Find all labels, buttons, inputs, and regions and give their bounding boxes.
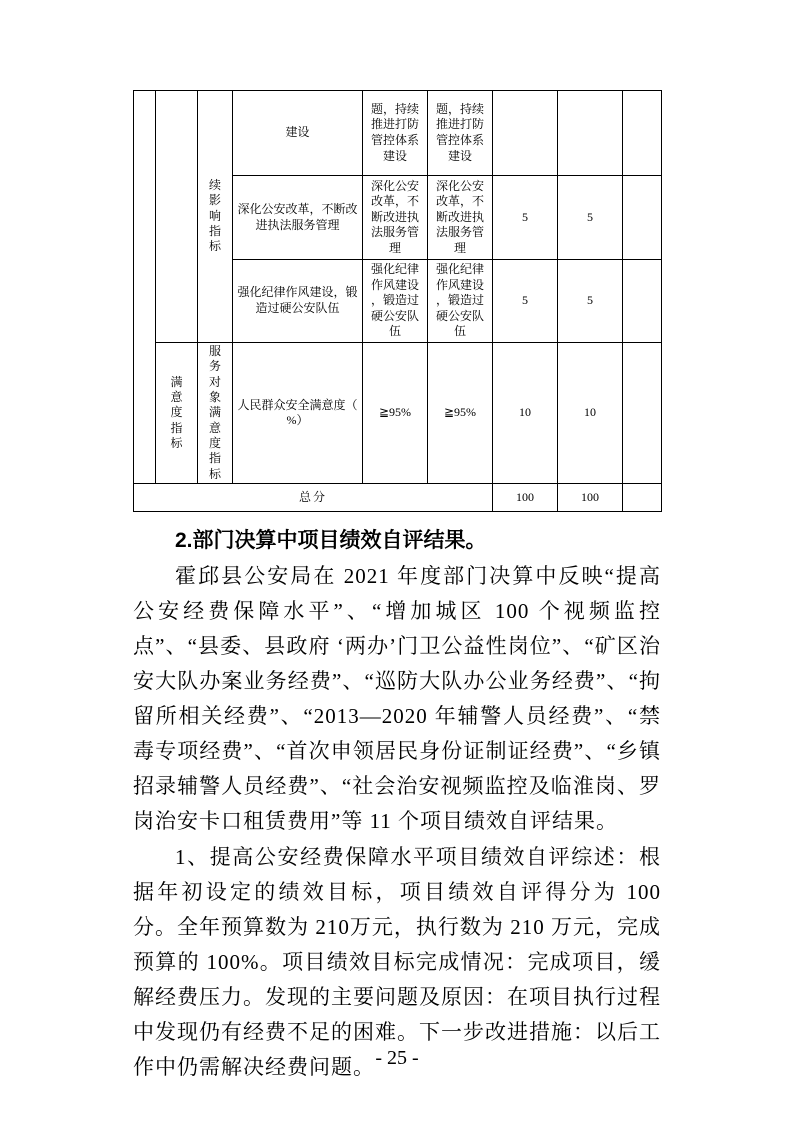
cell-actual: 深化公安改革，不断改进执法服务管理 bbox=[428, 176, 493, 260]
cell-actual: ≧95% bbox=[428, 342, 493, 483]
cell-indicator: 强化纪律作风建设，锻造过硬公安队伍 bbox=[233, 260, 363, 343]
cell-remark bbox=[623, 342, 662, 483]
cell-indicator: 深化公安改革，不断改进执法服务管理 bbox=[233, 176, 363, 260]
paragraph-project-1-summary: 1、提高公安经费保障水平项目绩效自评综述：根据年初设定的绩效目标，项目绩效自评得分为 100 分。全年预算数为 210万元，执行数为 210 万元，完成预算的 100%。项目绩效目标完成情况：完成项目，缓解经费压力。发现的主要问题及原因：在项目执行过程中发现仍有经费不足的困难。下一步改进措施：以后工作中仍需解决经费问题。 bbox=[133, 845, 661, 1080]
cell-remark bbox=[623, 260, 662, 343]
cell-actual: 题，持续推进打防管控体系建设 bbox=[428, 91, 493, 176]
cell-score2: 10 bbox=[558, 342, 623, 483]
cell-score2 bbox=[558, 91, 623, 176]
cell-score bbox=[493, 91, 558, 176]
section-heading: 2.部门决算中项目绩效自评结果。 bbox=[175, 529, 487, 553]
table-row bbox=[134, 342, 662, 483]
cell-group-left bbox=[134, 91, 156, 484]
cell-score: 5 bbox=[493, 260, 558, 343]
table-row-total bbox=[134, 484, 662, 512]
cell-score2: 5 bbox=[558, 260, 623, 343]
cell-score: 10 bbox=[493, 342, 558, 483]
cell-score2: 5 bbox=[558, 176, 623, 260]
cell-category-level2 bbox=[198, 342, 233, 483]
cell-actual: 强化纪律作风建设，锻造过硬公安队伍 bbox=[428, 260, 493, 343]
cell-indicator: 建设 bbox=[233, 91, 363, 176]
cell-remark bbox=[623, 484, 662, 512]
cell-total-score: 100 bbox=[493, 484, 558, 512]
cell-category-level2 bbox=[198, 91, 233, 343]
body-text bbox=[133, 523, 661, 1085]
cell-remark bbox=[623, 91, 662, 176]
vertical-label: 服务对象满意度指标 bbox=[209, 343, 222, 481]
vertical-label: 满意度指标 bbox=[170, 374, 183, 451]
cell-category-level1 bbox=[156, 91, 198, 343]
cell-target: 强化纪律作风建设，锻造过硬公安队伍 bbox=[363, 260, 428, 343]
performance-table bbox=[133, 90, 662, 512]
vertical-label: 续影响指标 bbox=[209, 177, 222, 254]
paragraph-project-list: 霍邱县公安局在 2021 年度部门决算中反映“提高公安经费保障水平”、“增加城区 100 个视频监控点”、“县委、县政府 ‘两办’门卫公益性岗位”、“矿区治安大队办案业务经费”、“巡防大队办公业务经费”、“拘留所相关经费”、“2013—2020 年辅警人员经费”、“禁毒专项经费”、“首次申领居民身份证制证经费”、“乡镇招录辅警人员经费”、“社会治安视频监控及临淮岗、罗岗治安卡口租赁费用”等 11 个项目绩效自评结果。 bbox=[133, 564, 661, 834]
cell-total-score2: 100 bbox=[558, 484, 623, 512]
cell-category-level1 bbox=[156, 342, 198, 483]
table-row bbox=[134, 91, 662, 176]
cell-total-label: 总分 bbox=[134, 484, 493, 512]
page-number: - 25 - bbox=[375, 1047, 419, 1069]
cell-target: ≧95% bbox=[363, 342, 428, 483]
cell-remark bbox=[623, 176, 662, 260]
cell-target: 题，持续推进打防管控体系建设 bbox=[363, 91, 428, 176]
cell-score: 5 bbox=[493, 176, 558, 260]
cell-indicator: 人民群众安全满意度（%） bbox=[233, 342, 363, 483]
cell-target: 深化公安改革，不断改进执法服务管理 bbox=[363, 176, 428, 260]
